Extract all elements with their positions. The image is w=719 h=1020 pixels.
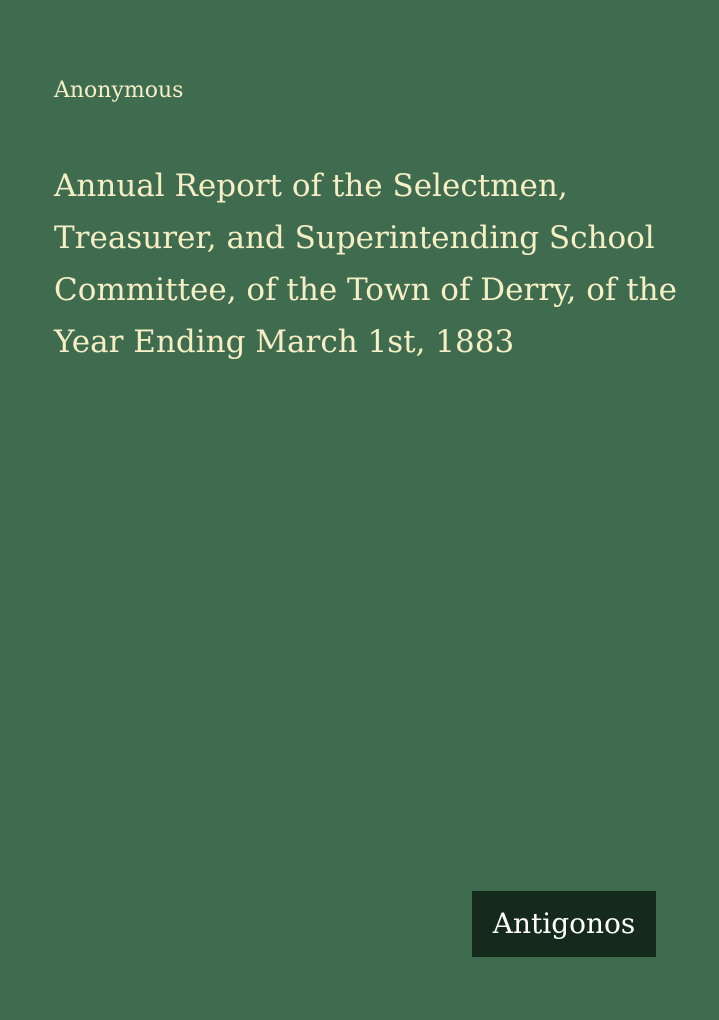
author-name: Anonymous [54, 78, 184, 103]
publisher-logo: Antigonos [472, 891, 656, 957]
book-title: Annual Report of the Selectmen, Treasurer, and Superintending School Committee, of the Town of Derry, of the Year Ending March 1st, 1883 [54, 168, 677, 360]
